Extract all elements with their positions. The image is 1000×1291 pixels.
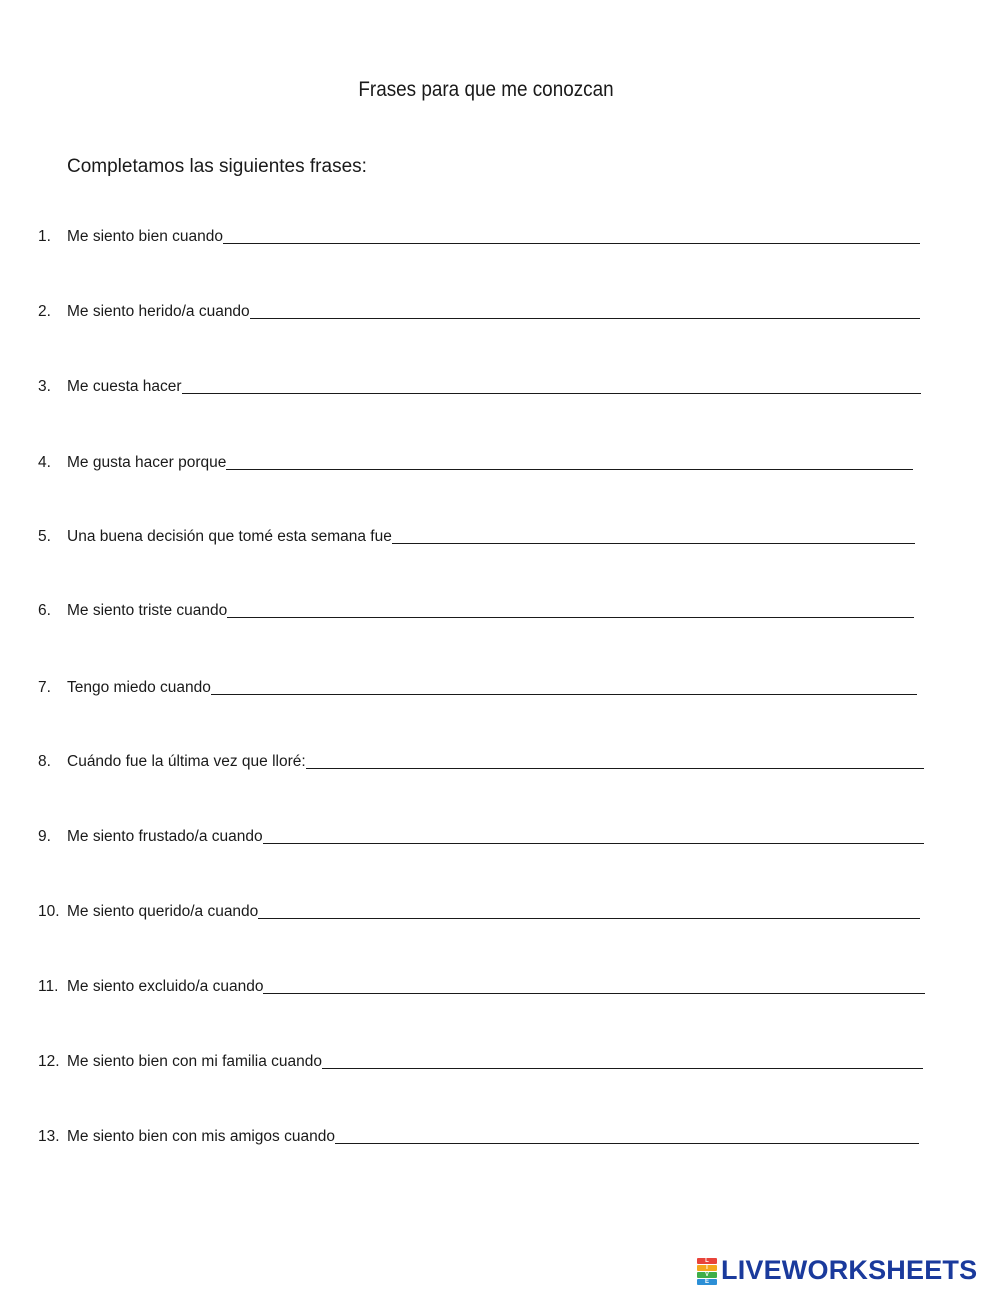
list-item	[0, 673, 1000, 697]
list-item	[0, 747, 1000, 771]
item-prompt: Me gusta hacer porque	[67, 454, 227, 471]
item-prompt: Me siento bien cuando	[67, 228, 223, 245]
answer-line[interactable]	[250, 318, 920, 319]
item-number: 13.	[38, 1128, 60, 1145]
item-prompt: Me siento frustado/a cuando	[67, 828, 263, 845]
answer-line[interactable]	[211, 694, 917, 695]
item-prompt: Me siento bien con mis amigos cuando	[67, 1128, 335, 1145]
item-prompt: Una buena decisión que tomé esta semana fue	[67, 528, 392, 545]
item-prompt: Cuándo fue la última vez que lloré:	[67, 753, 306, 770]
list-item	[0, 1122, 1000, 1146]
list-item	[0, 222, 1000, 246]
item-number: 4.	[38, 454, 51, 471]
item-prompt: Me siento excluido/a cuando	[67, 978, 264, 995]
answer-line[interactable]	[182, 393, 921, 394]
liveworksheets-logo	[697, 1256, 977, 1284]
logo-block: V	[697, 1272, 717, 1278]
answer-line[interactable]	[335, 1143, 919, 1144]
list-item	[0, 822, 1000, 846]
list-item	[0, 372, 1000, 396]
item-number: 6.	[38, 602, 51, 619]
list-item	[0, 1047, 1000, 1071]
answer-line[interactable]	[392, 543, 915, 544]
item-number: 3.	[38, 378, 51, 395]
logo-block: E	[697, 1279, 717, 1285]
item-number: 2.	[38, 303, 51, 320]
item-prompt: Me siento bien con mi familia cuando	[67, 1053, 323, 1070]
list-item	[0, 596, 1000, 620]
item-number: 11.	[38, 978, 59, 995]
item-number: 8.	[38, 753, 51, 770]
list-item	[0, 897, 1000, 921]
answer-line[interactable]	[263, 843, 924, 844]
answer-line[interactable]	[306, 768, 924, 769]
list-item	[0, 297, 1000, 321]
item-number: 7.	[38, 679, 51, 696]
logo-block: I	[697, 1265, 717, 1271]
item-number: 12.	[38, 1053, 60, 1070]
item-number: 5.	[38, 528, 51, 545]
answer-line[interactable]	[226, 469, 913, 470]
answer-line[interactable]	[223, 243, 920, 244]
item-number: 9.	[38, 828, 51, 845]
list-item	[0, 972, 1000, 996]
answer-line[interactable]	[263, 993, 925, 994]
item-prompt: Me siento querido/a cuando	[67, 903, 259, 920]
item-number: 1.	[38, 228, 51, 245]
worksheet-title: Frases para que me conozcan	[358, 78, 614, 101]
answer-line[interactable]	[227, 617, 914, 618]
list-item	[0, 522, 1000, 546]
item-number: 10.	[38, 903, 60, 920]
instructions: Completamos las siguientes frases:	[67, 156, 367, 177]
item-prompt: Me siento herido/a cuando	[67, 303, 250, 320]
item-prompt: Tengo miedo cuando	[67, 679, 211, 696]
logo-text: LIVEWORKSHEETS	[721, 1254, 978, 1285]
list-item	[0, 448, 1000, 472]
logo-blocks-icon	[697, 1257, 717, 1283]
logo-block: L	[697, 1258, 717, 1264]
answer-line[interactable]	[258, 918, 920, 919]
item-prompt: Me cuesta hacer	[67, 378, 182, 395]
item-prompt: Me siento triste cuando	[67, 602, 228, 619]
answer-line[interactable]	[322, 1068, 923, 1069]
